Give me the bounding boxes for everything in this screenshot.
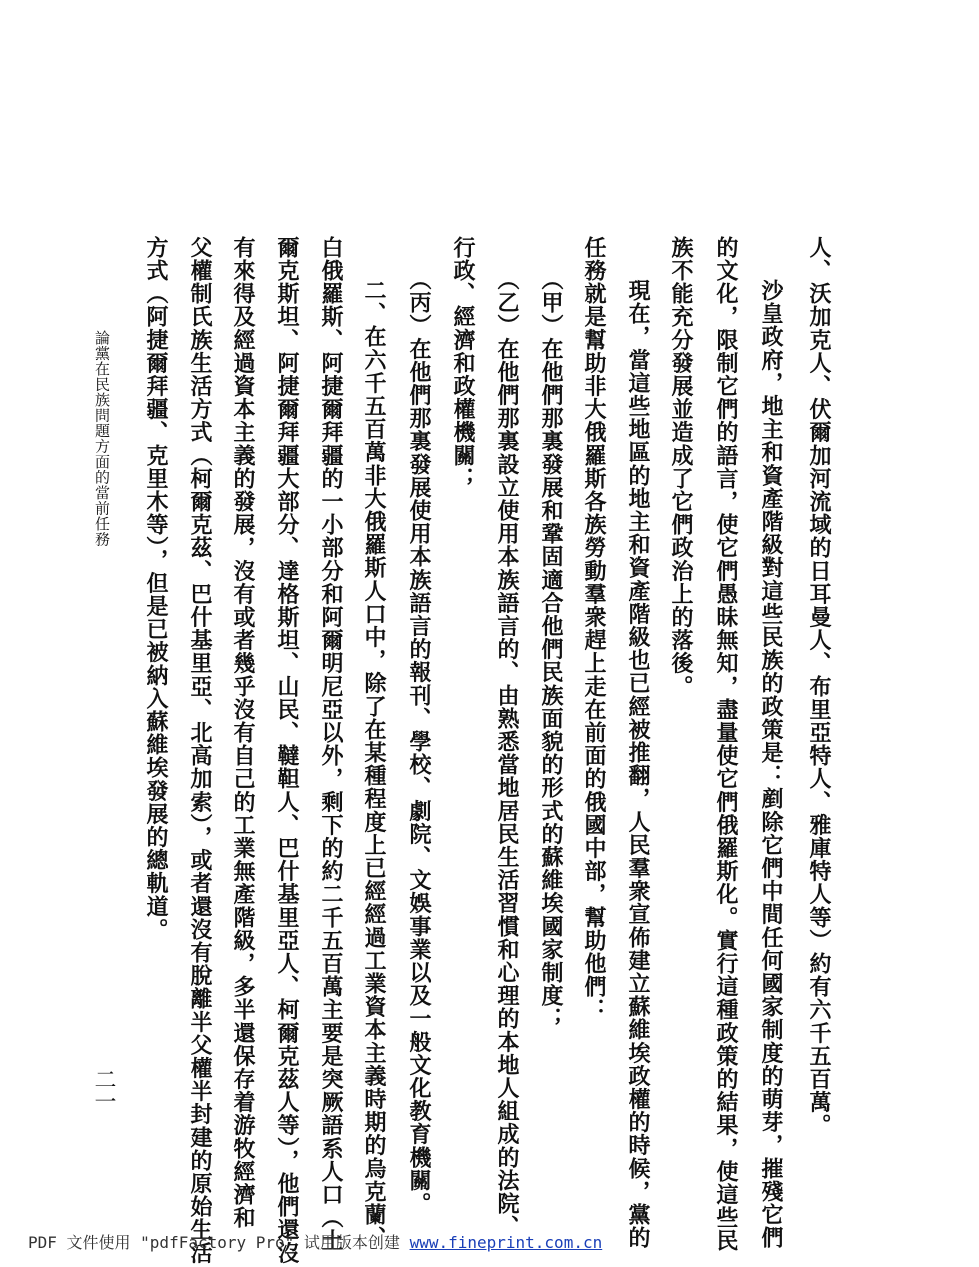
text-column: 有來得及經過資本主義的發展，沒有或者幾乎沒有自己的工業無產階級，多半還保存着游牧經濟和 <box>230 236 256 1230</box>
text-column: （甲）在他們那裏發展和鞏固適合他們民族面貌的形式的蘇維埃國家制度； <box>538 256 564 1031</box>
text-column: 人、沃加克人、伏爾加河流域的日耳曼人、布里亞特人、雅庫特人等）約有六千五百萬。 <box>806 236 832 1137</box>
text-column: 沙皇政府，地主和資產階級對這些民族的政策是：剷除它們中間任何國家制度的萌芽，摧殘它們 <box>758 256 784 1250</box>
text-column: 行政、經濟和政權機關； <box>450 236 476 491</box>
text-column: （乙）在他們那裏設立使用本族語言的、由熟悉當地居民生活習慣和心理的本地人組成的法院、 <box>494 256 520 1239</box>
text-column: 方式（阿捷爾拜疆、克里木等），但是已被納入蘇維埃發展的總軌道。 <box>143 236 169 942</box>
page-number: 二一 <box>91 1068 116 1112</box>
text-column: 的文化，限制它們的語言，使它們愚昧無知，盡量使它們俄羅斯化。實行這種政策的結果，使這些民 <box>713 236 739 1253</box>
text-column: 白俄羅斯、阿捷爾拜疆的一小部分和阿爾明尼亞以外，剩下的約二千五百萬主要是突厥語系人口（土 <box>318 236 344 1253</box>
text-column: 二、在六千五百萬非大俄羅斯人口中，除了在某種程度上已經經過工業資本主義時期的烏克蘭、 <box>361 256 387 1250</box>
text-column: 父權制氏族生活方式（柯爾克茲、巴什基里亞、北高加索），或者還沒有脫離半父權半封建的原始生活 <box>187 236 213 1265</box>
footer-link[interactable]: www.fineprint.com.cn <box>409 1233 603 1252</box>
text-column: 任務就是幫助非大俄羅斯各族勞動羣衆趕上走在前面的俄國中部，幫助他們： <box>581 236 607 1022</box>
text-column: 爾克斯坦、阿捷爾拜疆大部分、達格斯坦、山民、韃靼人、巴什基里亞人、柯爾克茲人等），他們還沒 <box>274 236 300 1265</box>
running-header: 論黨在民族問題方面的當前任務 <box>93 330 111 547</box>
text-column: （丙）在他們那裏發展使用本族語言的報刊、學校、劇院、文娛事業以及一般文化教育機關。 <box>406 256 432 1216</box>
text-column: 族不能充分發展並造成了它們政治上的落後。 <box>668 236 694 698</box>
pdf-footer <box>28 1230 602 1253</box>
text-column: 現在，當這些地區的地主和資產階級也已經被推翻，人民羣衆宣佈建立蘇維埃政權的時候，黨的 <box>625 256 651 1250</box>
footer-text: PDF 文件使用 "pdfFactory Pro" 试用版本创建 <box>28 1233 410 1252</box>
